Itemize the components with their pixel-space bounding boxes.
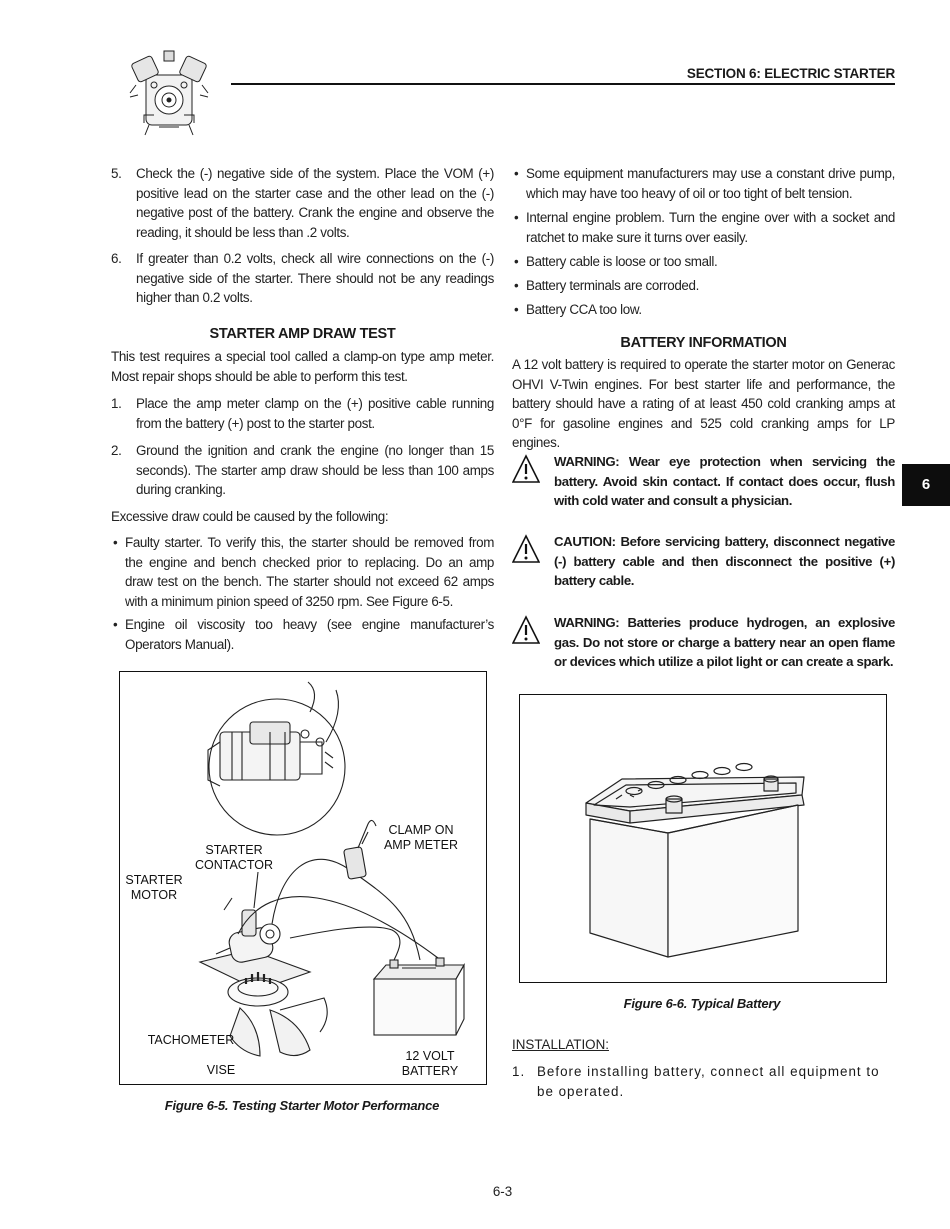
warning-eye-protection bbox=[512, 452, 895, 511]
section-tab: 6 bbox=[902, 464, 950, 506]
right-bullet-2-text: Internal engine problem. Turn the engine over with a socket and ratchet to make sure it turns over easily. bbox=[526, 210, 895, 245]
warning-eye-protection-text: WARNING: Wear eye protection when servicing the battery. Avoid skin contact. If contact does occur, flush with cold water and consult a physician. bbox=[554, 454, 895, 508]
right-bullet-1 bbox=[514, 164, 895, 203]
excessive-bullet-1 bbox=[113, 533, 494, 611]
step-6-text: If greater than 0.2 volts, check all wire connections on the (-) negative side of the starter. There should not be any readings higher than 0.2 volts. bbox=[136, 251, 494, 305]
warning-hydrogen bbox=[512, 613, 895, 672]
bullet-icon: • bbox=[514, 278, 519, 293]
excessive-bullet-2 bbox=[113, 615, 494, 654]
page-number: 6-3 bbox=[492, 1184, 513, 1199]
figure-6-5 bbox=[119, 671, 487, 1085]
excessive-draw-intro: Excessive draw could be caused by the following: bbox=[111, 509, 389, 524]
right-bullet-3-text: Battery cable is loose or too small. bbox=[526, 254, 718, 269]
battery-illustration bbox=[520, 695, 886, 982]
right-bullet-5-text: Battery CCA too low. bbox=[526, 302, 642, 317]
bullet-icon: • bbox=[514, 210, 519, 225]
step-6: 6. If greater than 0.2 volts, check all wire connections on the (-) negative side of the starter. There should not be any readings higher than 0.2 volts. bbox=[111, 249, 494, 308]
installation-step-1: 1. Before installing battery, connect all equipment to be operated. bbox=[512, 1062, 895, 1101]
right-bullet-1-text: Some equipment manufacturers may use a constant drive pump, which may have too heavy of oil or too tight of belt tension. bbox=[526, 166, 895, 201]
label-clamp-on-amp-meter: CLAMP ON AMP METER bbox=[383, 823, 459, 852]
bullet-icon: • bbox=[514, 302, 519, 317]
right-bullet-2 bbox=[514, 208, 895, 247]
figure-6-5-caption: Figure 6-5. Testing Starter Motor Performance bbox=[164, 1098, 440, 1113]
amp-step-1: 1. Place the amp meter clamp on the (+) positive cable running from the battery (+) post to the starter post. bbox=[111, 394, 494, 433]
engine-logo-icon bbox=[124, 45, 214, 140]
label-vise: VISE bbox=[206, 1063, 236, 1077]
label-12-volt-battery: 12 VOLT BATTERY bbox=[401, 1049, 459, 1078]
warning-triangle-icon bbox=[512, 534, 540, 564]
amp-draw-heading: STARTER AMP DRAW TEST bbox=[209, 326, 396, 342]
step-5-text: Check the (-) negative side of the system. Place the VOM (+) positive lead on the starter case and the other lead on the (-) negative post of the battery. Crank the engine and observe the reading, it should be less than .2 volts. bbox=[136, 166, 494, 240]
warning-triangle-icon bbox=[512, 454, 540, 484]
amp-step-2-text: Ground the ignition and crank the engine (no longer than 15 seconds). The starter amp draw should be less than 100 amps during cranking. bbox=[136, 443, 494, 497]
label-starter-motor: STARTER MOTOR bbox=[125, 873, 183, 902]
right-bullet-4-text: Battery terminals are corroded. bbox=[526, 278, 699, 293]
label-starter-contactor: STARTER CONTACTOR bbox=[194, 843, 273, 872]
excessive-bullet-2-text: Engine oil viscosity too heavy (see engine manufacturer’s Operators Manual). bbox=[125, 617, 494, 652]
label-tachometer: TACHOMETER bbox=[147, 1033, 235, 1047]
right-bullet-3 bbox=[514, 252, 895, 272]
amp-step-1-text: Place the amp meter clamp on the (+) positive cable running from the battery (+) post to the starter post. bbox=[136, 396, 494, 431]
right-bullet-5 bbox=[514, 300, 895, 320]
caution-disconnect bbox=[512, 532, 895, 591]
bullet-icon: • bbox=[113, 535, 118, 550]
bullet-icon: • bbox=[113, 617, 118, 632]
battery-info-heading: BATTERY INFORMATION bbox=[620, 335, 787, 351]
caution-disconnect-text: CAUTION: Before servicing battery, disconnect negative (-) battery cable and then disconnect the positive (+) battery cable. bbox=[554, 534, 895, 588]
warning-triangle-icon bbox=[512, 615, 540, 645]
warning-hydrogen-text: WARNING: Batteries produce hydrogen, an explosive gas. Do not store or charge a battery near an open flame or devices which utilize a pilot light or can create a spark. bbox=[554, 615, 895, 669]
battery-info-intro: A 12 volt battery is required to operate the starter motor on Generac OHVI V-Twin engines. For best starter life and performance, the battery should have a rating of at least 450 cold cranking amps at 0°F for gasoline engines and 525 cold cranking amps for LP engines. bbox=[512, 357, 895, 450]
bullet-icon: • bbox=[514, 254, 519, 269]
header-rule bbox=[231, 83, 895, 85]
amp-step-2: 2. Ground the ignition and crank the engine (no longer than 15 seconds). The starter amp draw should be less than 100 amps during cranking. bbox=[111, 441, 494, 500]
figure-6-6-caption: Figure 6-6. Typical Battery bbox=[623, 996, 781, 1011]
bullet-icon: • bbox=[514, 166, 519, 181]
step-5: 5. Check the (-) negative side of the system. Place the VOM (+) positive lead on the starter case and the other lead on the (-) negative post of the battery. Crank the engine and observe the reading, it should be less than .2 volts. bbox=[111, 164, 494, 242]
figure-6-6 bbox=[519, 694, 887, 983]
installation-step-1-text: Before installing battery, connect all equipment to be operated. bbox=[537, 1064, 880, 1099]
excessive-bullet-1-text: Faulty starter. To verify this, the starter should be removed from the engine and bench checked prior to replacing. Do an amp draw test on the bench. The starter should not exceed 62 amps with a minimum pinion speed of 3250 rpm. See Figure 6-5. bbox=[125, 535, 494, 609]
right-bullet-4 bbox=[514, 276, 895, 296]
section-title: SECTION 6: ELECTRIC STARTER bbox=[686, 66, 895, 81]
amp-draw-intro: This test requires a special tool called a clamp-on type amp meter. Most repair shops should be able to perform this test. bbox=[111, 349, 494, 384]
installation-heading: INSTALLATION: bbox=[512, 1037, 609, 1052]
